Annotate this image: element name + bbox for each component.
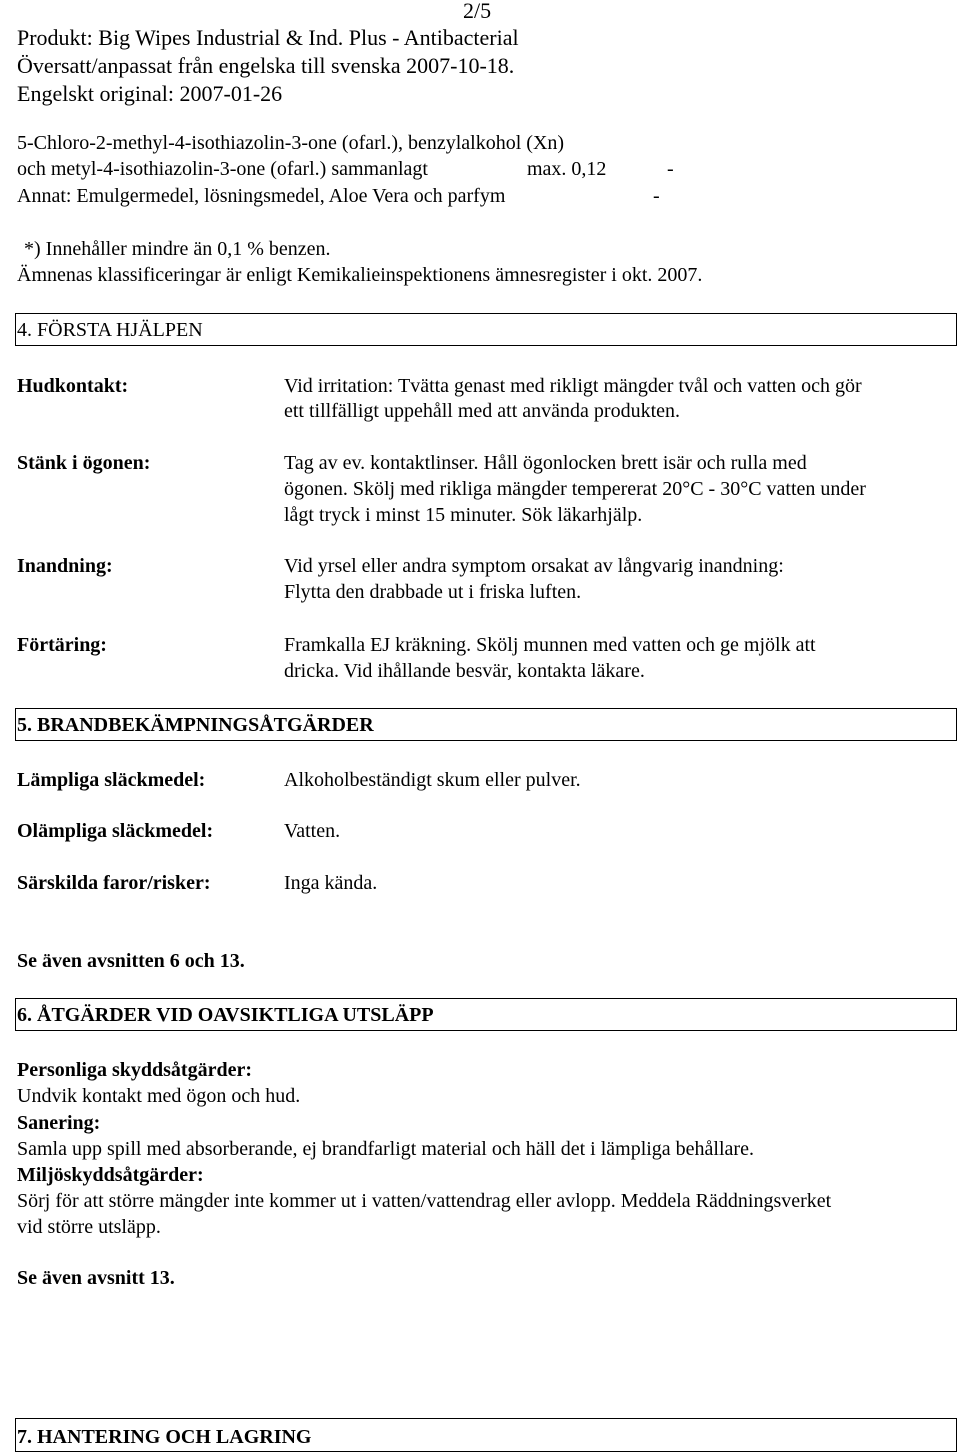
benzene-note: *) Innehåller mindre än 0,1 % benzen. — [24, 238, 331, 260]
eye-contact-text-3: lågt tryck i minst 15 minuter. Sök läkarhjälp. — [284, 504, 643, 526]
section-6-title: 6. ÅTGÄRDER VID OAVSIKTLIGA UTSLÄPP — [17, 1004, 434, 1026]
cleanup-text: Samla upp spill med absorberande, ej brandfarligt material och häll det i lämpliga behållare. — [17, 1138, 754, 1160]
eye-contact-text-1: Tag av ev. kontaktlinser. Håll ögonlocken brett isär och rulla med — [284, 452, 807, 474]
ingestion-text-2: dricka. Vid ihållande besvär, kontakta läkare. — [284, 660, 645, 682]
hudkontakt-label: Hudkontakt: — [17, 375, 129, 397]
section-5-see-also: Se även avsnitten 6 och 13. — [17, 950, 245, 972]
environmental-label: Miljöskyddsåtgärder: — [17, 1164, 204, 1186]
cleanup-label: Sanering: — [17, 1112, 101, 1134]
translated-line: Översatt/anpassat från engelska till svenska 2007-10-18. — [17, 53, 515, 78]
eye-contact-label: Stänk i ögonen: — [17, 452, 151, 474]
environmental-text-2: vid större utsläpp. — [17, 1216, 161, 1238]
unsuitable-extinguishing-value: Vatten. — [284, 820, 341, 842]
hudkontakt-text-2: ett tillfälligt uppehåll med att använda produkten. — [284, 400, 680, 422]
hudkontakt-text-1: Vid irritation: Tvätta genast med rikligt mängder tvål och vatten och gör — [284, 375, 862, 397]
composition-line-1: 5-Chloro-2-methyl-4-isothiazolin-3-one (ofarl.), benzylalkohol (Xn) — [17, 132, 565, 154]
inhalation-text-2: Flytta den drabbade ut i friska luften. — [284, 581, 582, 603]
section-7-title: 7. HANTERING OCH LAGRING — [17, 1426, 312, 1448]
composition-line-3-text: Annat: Emulgermedel, lösningsmedel, Aloe Vera och parfym — [17, 185, 506, 207]
composition-line-2-text: och metyl-4-isothiazolin-3-one (ofarl.) sammanlagt — [17, 158, 428, 180]
special-hazards-label: Särskilda faror/risker: — [17, 872, 211, 894]
composition-line-2-dash: - — [667, 158, 674, 180]
environmental-text-1: Sörj för att större mängder inte kommer ut i vatten/vattendrag eller avlopp. Meddela Räddningsverket — [17, 1190, 832, 1212]
ingestion-text-1: Framkalla EJ kräkning. Skölj munnen med vatten och ge mjölk att — [284, 634, 816, 656]
original-line: Engelskt original: 2007-01-26 — [17, 81, 283, 106]
personal-precautions-label: Personliga skyddsåtgärder: — [17, 1059, 252, 1081]
suitable-extinguishing-label: Lämpliga släckmedel: — [17, 769, 206, 791]
composition-line-3-dash: - — [653, 185, 660, 207]
special-hazards-value: Inga kända. — [284, 872, 378, 894]
section-6-see-also: Se även avsnitt 13. — [17, 1267, 175, 1289]
section-4-title: 4. FÖRSTA HJÄLPEN — [17, 319, 203, 341]
personal-precautions-text: Undvik kontakt med ögon och hud. — [17, 1085, 301, 1107]
classification-note: Ämnenas klassificeringar är enligt Kemikalieinspektionens ämnesregister i okt. 2007. — [17, 264, 703, 286]
composition-line-2-amount: max. 0,12 — [527, 158, 607, 180]
suitable-extinguishing-value: Alkoholbeständigt skum eller pulver. — [284, 769, 581, 791]
inhalation-label: Inandning: — [17, 555, 113, 577]
eye-contact-text-2: ögonen. Skölj med rikliga mängder tempererat 20°C - 30°C vatten under — [284, 478, 866, 500]
ingestion-label: Förtäring: — [17, 634, 107, 656]
page-number: 2/5 — [463, 0, 492, 23]
unsuitable-extinguishing-label: Olämpliga släckmedel: — [17, 820, 214, 842]
section-5-title: 5. BRANDBEKÄMPNINGSÅTGÄRDER — [17, 714, 374, 736]
inhalation-text-1: Vid yrsel eller andra symptom orsakat av långvarig inandning: — [284, 555, 784, 577]
product-line: Produkt: Big Wipes Industrial & Ind. Plus - Antibacterial — [17, 25, 519, 50]
